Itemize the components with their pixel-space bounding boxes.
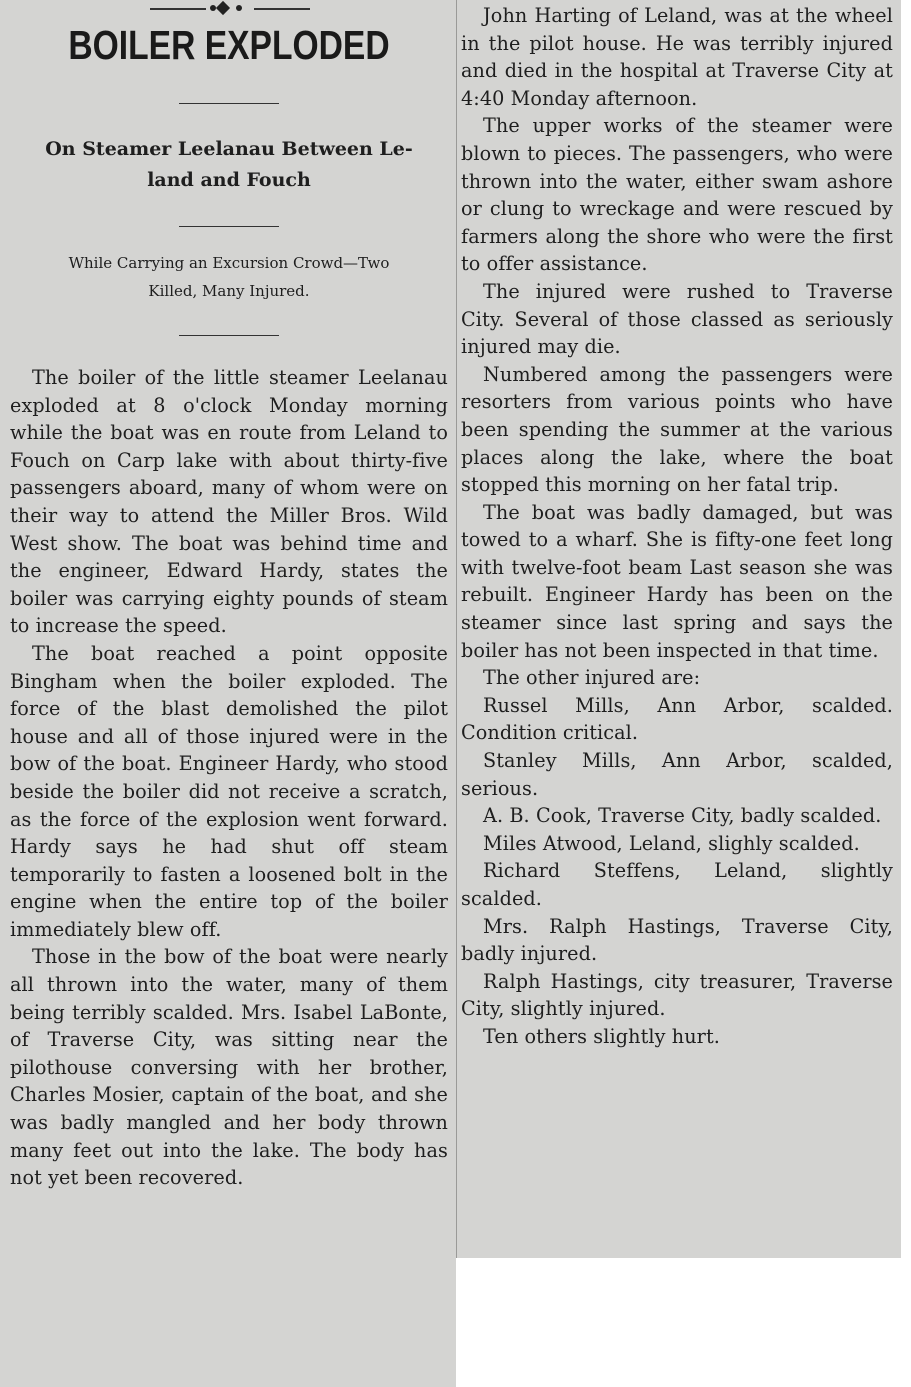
injured-list-item: A. B. Cook, Traverse City, badly scalded. bbox=[483, 804, 882, 828]
article-right-column bbox=[456, 0, 901, 1258]
deck bbox=[10, 249, 448, 305]
injured-list-item: Ten others slightly hurt. bbox=[483, 1024, 720, 1048]
deck-line: While Carrying an Excursion Crowd—Two bbox=[68, 254, 390, 272]
injured-list-item: Russel Mills, Ann Arbor, scalded. Condition critical. bbox=[461, 693, 893, 745]
subhead-line: On Steamer Leelanau Between Le- bbox=[45, 138, 413, 160]
article-paragraph: The boiler of the little steamer Leelanau exploded at 8 o'clock Monday morning while the boat was en route from Leland to Fouch on Carp lake with about thirty-five passengers aboard, many of whom were on their way to attend the Miller Bros. Wild West show. The boat was behind time and the engineer, Edward Hardy, states the boiler was carrying eighty pounds of steam to increase the speed. bbox=[10, 366, 448, 638]
injured-list-item: Ralph Hastings, city treasurer, Traverse City, slightly injured. bbox=[461, 969, 893, 1021]
article-paragraph: The boat reached a point opposite Bingham when the boiler exploded. The force of the blast demolished the pilot house and all of those injured were in the bow of the boat. Engineer Hardy, who stood beside the boiler did not receive a scratch, as the force of the explosion went forward. Hardy says he had shut off steam temporarily to fasten a loosened bolt in the engine when the entire top of the boiler immediately blew off. bbox=[10, 641, 448, 941]
article-paragraph: Numbered among the passengers were resorters from various points who have been spending the summer at the various places along the lake, where the boat stopped this morning on her fatal trip. bbox=[461, 362, 893, 497]
injured-list-item: Stanley Mills, Ann Arbor, scalded, serious. bbox=[461, 749, 893, 800]
headline: BOILER EXPLODED bbox=[68, 22, 390, 68]
subhead-line: land and Fouch bbox=[147, 169, 311, 191]
injured-list-item: Mrs. Ralph Hastings, Traverse City, badly injured. bbox=[461, 914, 893, 966]
deck-line: Killed, Many Injured. bbox=[148, 282, 310, 300]
injured-list-heading: The other injured are: bbox=[483, 666, 701, 690]
article-paragraph: The boat was badly damaged, but was towed to a wharf. She is fifty-one feet long with twelve-foot beam Last season she was rebuilt. Engineer Hardy has been on the steamer since last spring and says the boiler has not been inspected in that time. bbox=[461, 500, 893, 662]
article-paragraph: The upper works of the steamer were blown to pieces. The passengers, who were thrown into the water, either swam ashore or clung to wreckage and were rescued by farmers along the shore who were the first to offer assistance. bbox=[461, 114, 893, 276]
injured-list-item: Richard Steffens, Leland, slightly scalded. bbox=[461, 859, 893, 910]
injured-list-item: Miles Atwood, Leland, slighly scalded. bbox=[483, 831, 860, 855]
article-paragraph: Those in the bow of the boat were nearly all thrown into the water, many of them being terribly scalded. Mrs. Isabel LaBonte, of Traverse City, was sitting near the pilothouse conversing with her brother, Charles Mosier, captain of the boat, and she was badly mangled and her body thrown many feet out into the lake. The body has not yet been recovered. bbox=[10, 945, 448, 1190]
headline-ornament bbox=[10, 0, 448, 20]
subhead bbox=[10, 134, 448, 196]
article-paragraph: John Harting of Leland, was at the wheel in the pilot house. He was terribly injured and died in the hospital at Traverse City at 4:40 Monday afternoon. bbox=[461, 4, 893, 110]
article-paragraph: The injured were rushed to Traverse City. Several of those classed as seriously injured may die. bbox=[461, 279, 893, 359]
